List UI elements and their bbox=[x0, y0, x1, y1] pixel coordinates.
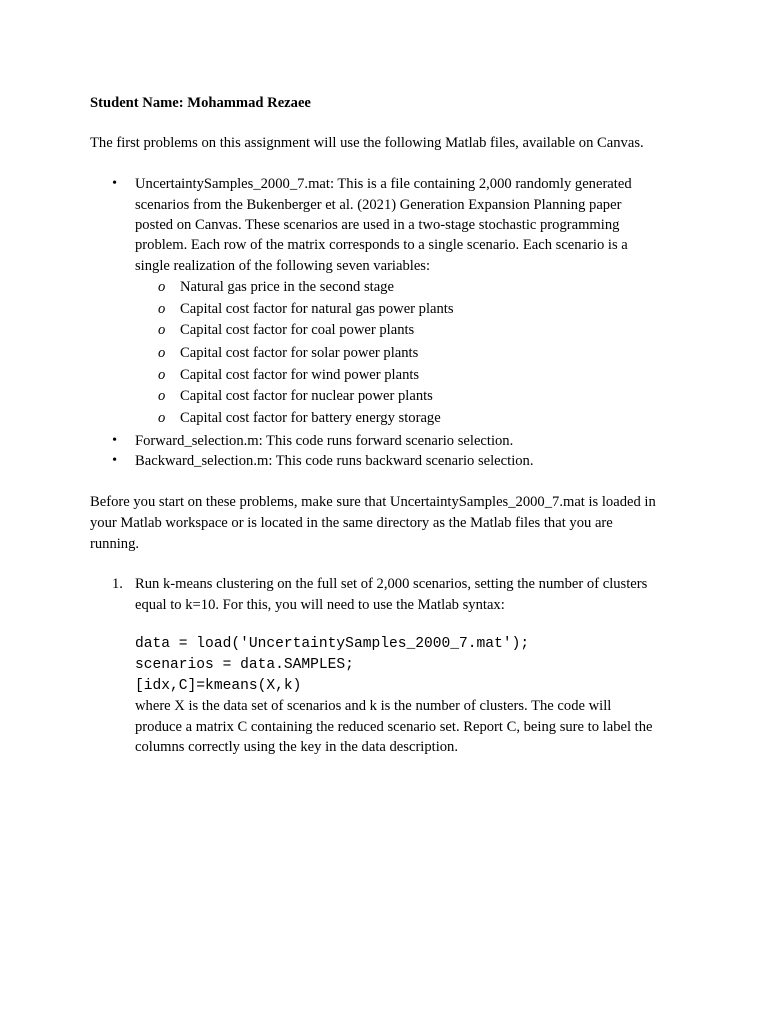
sub-item: Capital cost factor for coal power plants bbox=[180, 322, 415, 338]
bullet2-text: Forward_selection.m: This code runs forward scenario selection. bbox=[135, 433, 514, 449]
bullet-marker: • bbox=[112, 176, 117, 191]
code-line: data = load('UncertaintySamples_2000_7.mat'); bbox=[135, 636, 530, 652]
sub-bullet-marker: o bbox=[158, 388, 166, 404]
intro-paragraph: The first problems on this assignment will use the following Matlab files, available on Canvas. bbox=[90, 135, 644, 151]
before-paragraph-line: running. bbox=[90, 536, 140, 552]
sub-bullet-marker: o bbox=[158, 279, 166, 295]
bullet-marker: • bbox=[112, 453, 117, 468]
sub-item: Capital cost factor for nuclear power plants bbox=[180, 388, 433, 404]
bullet-marker: • bbox=[112, 433, 117, 448]
problem1-line: Run k-means clustering on the full set of 2,000 scenarios, setting the number of clusters bbox=[135, 576, 648, 592]
bullet1-line: posted on Canvas. These scenarios are used in a two-stage stochastic programming bbox=[135, 217, 620, 233]
bullet1-line: single realization of the following seven variables: bbox=[135, 258, 431, 274]
before-paragraph-line: your Matlab workspace or is located in the same directory as the Matlab files that you are bbox=[90, 515, 613, 531]
sub-bullet-marker: o bbox=[158, 410, 166, 426]
sub-bullet-marker: o bbox=[158, 322, 166, 338]
code-line: scenarios = data.SAMPLES; bbox=[135, 657, 354, 673]
sub-item: Capital cost factor for battery energy storage bbox=[180, 410, 441, 426]
bullet1-line: scenarios from the Bukenberger et al. (2021) Generation Expansion Planning paper bbox=[135, 197, 622, 213]
sub-item: Capital cost factor for solar power plants bbox=[180, 345, 419, 361]
sub-item: Capital cost factor for wind power plants bbox=[180, 367, 420, 383]
sub-item: Natural gas price in the second stage bbox=[180, 279, 394, 295]
problem-number: 1. bbox=[112, 576, 123, 592]
before-paragraph-line: Before you start on these problems, make sure that UncertaintySamples_2000_7.mat is loaded in bbox=[90, 494, 656, 510]
bullet3-text: Backward_selection.m: This code runs backward scenario selection. bbox=[135, 453, 534, 469]
bullet1-line: UncertaintySamples_2000_7.mat: This is a file containing 2,000 randomly generated bbox=[135, 176, 632, 192]
problem1-line: equal to k=10. For this, you will need to use the Matlab syntax: bbox=[135, 597, 505, 613]
student-name: Student Name: Mohammad Rezaee bbox=[90, 95, 311, 111]
sub-item: Capital cost factor for natural gas power plants bbox=[180, 301, 454, 317]
problem1-after-line: produce a matrix C containing the reduced scenario set. Report C, being sure to label the bbox=[135, 719, 653, 735]
problem1-after-line: where X is the data set of scenarios and k is the number of clusters. The code will bbox=[135, 698, 612, 714]
code-line: [idx,C]=kmeans(X,k) bbox=[135, 678, 302, 694]
sub-bullet-marker: o bbox=[158, 301, 166, 317]
sub-bullet-marker: o bbox=[158, 345, 166, 361]
sub-bullet-marker: o bbox=[158, 367, 166, 383]
bullet1-line: problem. Each row of the matrix corresponds to a single scenario. Each scenario is a bbox=[135, 237, 628, 253]
problem1-after-line: columns correctly using the key in the data description. bbox=[135, 739, 459, 755]
